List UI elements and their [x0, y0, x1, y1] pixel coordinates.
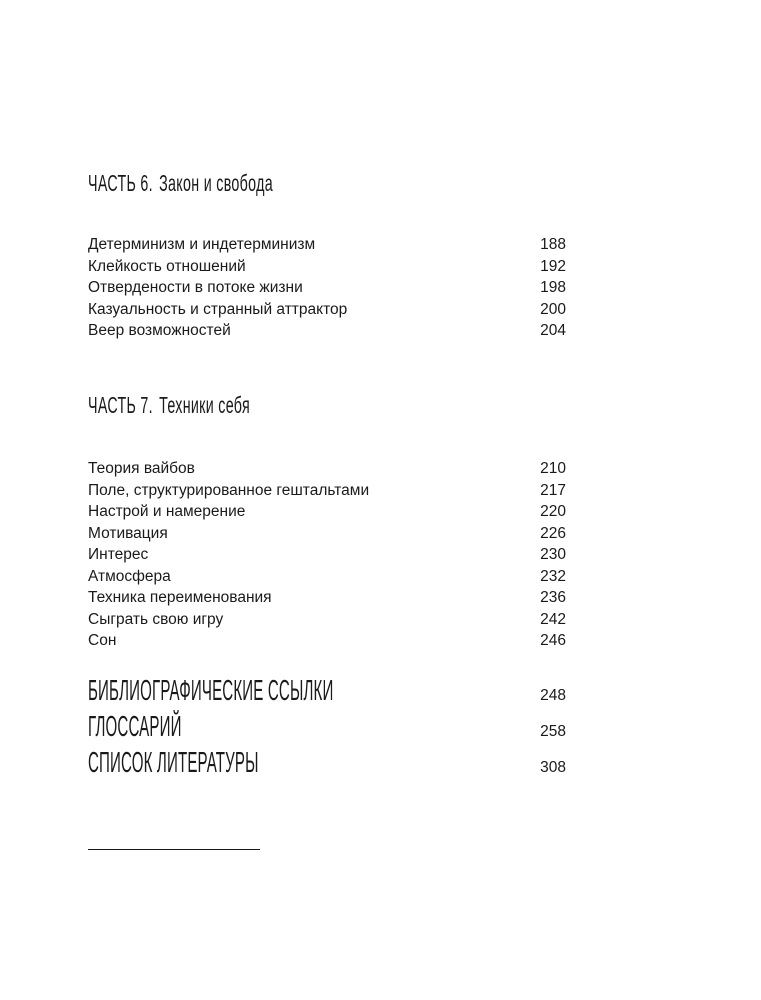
toc-entry[interactable] [88, 299, 566, 321]
backmatter-title: БИБЛИОГРАФИЧЕСКИЕ ССЫЛКИ [88, 675, 334, 707]
toc-entry-page: 220 [540, 503, 566, 520]
toc-entry-title: Теория вайбов [88, 460, 195, 477]
toc-entry-page: 188 [540, 236, 566, 253]
toc-entry-page: 217 [540, 481, 566, 499]
toc-entry-page: 242 [540, 610, 566, 628]
backmatter-title: СПИСОК ЛИТЕРАТУРЫ [88, 747, 259, 779]
toc-entry[interactable] [88, 234, 566, 256]
backmatter-entry-bibliography[interactable] [88, 674, 566, 710]
toc-entry-page: 236 [540, 589, 566, 606]
toc-entry-title: Веер возможностей [88, 322, 231, 339]
toc-entry-title: Интерес [88, 546, 149, 563]
toc-entry[interactable] [88, 480, 566, 502]
toc-entry-page: 232 [540, 567, 566, 585]
toc-entry-title: Детерминизм и индетерминизм [88, 236, 316, 253]
toc-entry[interactable] [88, 544, 566, 566]
part-6-heading [88, 168, 273, 198]
backmatter-entry-glossary[interactable] [88, 710, 566, 746]
toc-entry-title: Техника переименования [88, 589, 272, 606]
toc-entry-title: Сыграть свою игру [88, 610, 224, 628]
toc-entry[interactable] [88, 523, 566, 545]
toc-entry-page: 230 [540, 546, 566, 563]
part-7-heading [88, 390, 250, 420]
toc-entry-title: Атмосфера [88, 567, 171, 585]
toc-entry[interactable] [88, 630, 566, 652]
toc-entry-page: 192 [540, 257, 566, 275]
toc-entry[interactable] [88, 458, 566, 480]
toc-entry-title: Мотивация [88, 524, 168, 542]
toc-entry[interactable] [88, 587, 566, 609]
toc-entry[interactable] [88, 320, 566, 342]
backmatter-title: ГЛОССАРИЙ [88, 711, 182, 743]
part-6-title: Закон и свобода [159, 170, 273, 196]
toc-entry-page: 200 [540, 300, 566, 318]
backmatter-page: 308 [540, 759, 566, 776]
toc-entry-page: 246 [540, 632, 566, 649]
toc-entry-title: Отвердености в потоке жизни [88, 279, 303, 296]
toc-entry[interactable] [88, 501, 566, 523]
toc-entry-title: Поле, структурированное гештальтами [88, 481, 370, 499]
toc-entry[interactable] [88, 566, 566, 588]
toc-entry-title: Сон [88, 632, 117, 649]
toc-entry-page: 198 [540, 279, 566, 296]
toc-entry[interactable] [88, 256, 566, 278]
toc-entry[interactable] [88, 277, 566, 299]
part-7-label: ЧАСТЬ 7. [88, 392, 153, 418]
backmatter-page: 258 [540, 723, 566, 740]
toc-entry-page: 204 [540, 322, 566, 339]
toc-entry-title: Настрой и намерение [88, 503, 246, 520]
toc-entry[interactable] [88, 609, 566, 631]
backmatter-page: 248 [540, 687, 566, 704]
part-7-toc-list [88, 458, 566, 652]
toc-entry-page: 226 [540, 524, 566, 542]
toc-entry-page: 210 [540, 460, 566, 477]
footnote-divider [88, 849, 260, 850]
part-6-label: ЧАСТЬ 6. [88, 170, 153, 196]
toc-entry-title: Клейкость отношений [88, 257, 246, 275]
toc-entry-title: Казуальность и странный аттрактор [88, 300, 348, 318]
part-6-toc-list [88, 234, 566, 342]
backmatter-entry-literature[interactable] [88, 746, 566, 782]
part-7-title: Техники себя [159, 392, 251, 418]
